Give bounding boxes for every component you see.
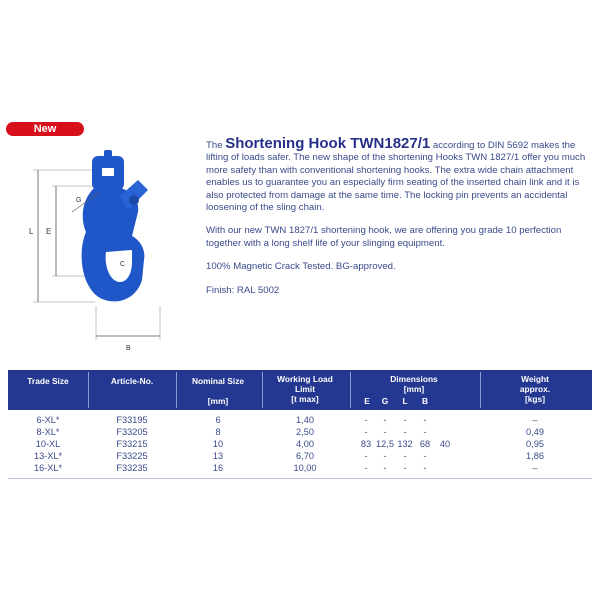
cell-working-load: 4,00 xyxy=(296,439,314,449)
description-intro: according to DIN 5692 makes the lifting of loads safer. The new shape of the shortening Hooks TWN 1827/1 offer you much more safety than with conventional shortening hooks. The extra wide chain attachment enables us to guarantee you an especially firm seating of the inserted chain link and it is also protected from damage at the same time. The locking pin prevents an accidental loosening of the sling chain. xyxy=(206,140,586,214)
cell-weight: 0,49 xyxy=(526,427,544,437)
cell-dim-b: - xyxy=(423,463,427,473)
dim-label-e: E xyxy=(46,227,52,236)
cell-dim-g: 12,5 xyxy=(376,439,394,449)
table-row xyxy=(8,426,592,438)
cell-trade-size: 13-XL* xyxy=(33,451,63,461)
cell-nominal-size: 8 xyxy=(215,427,221,437)
header-working-load-unit: [t max] xyxy=(291,394,319,404)
dim-label-c: C xyxy=(120,261,126,268)
cell-article-no: F33225 xyxy=(116,451,148,461)
cell-dim-b: - xyxy=(423,427,427,437)
header-working-load-limit: Limit xyxy=(294,384,315,394)
cell-dim-b: 68 xyxy=(419,439,431,449)
description-paragraph-4: Finish: RAL 5002 xyxy=(206,284,280,296)
cell-article-no: F33215 xyxy=(116,439,148,449)
cell-dim-e: - xyxy=(364,463,368,473)
description-paragraph-2: With our new TWN 1827/1 shortening hook, we are offering you grade 10 perfection together with a long shelf life of your slinging equipment. xyxy=(206,225,562,249)
cell-article-no: F33195 xyxy=(116,415,148,425)
spec-table-header xyxy=(8,370,592,410)
spec-table xyxy=(8,370,592,474)
cell-article-no: F33205 xyxy=(116,427,148,437)
cell-article-no: F33235 xyxy=(116,463,148,473)
cell-dim-extra: 40 xyxy=(439,439,451,449)
cell-trade-size: 8-XL* xyxy=(36,427,60,437)
cell-weight: 0,95 xyxy=(526,439,544,449)
cell-working-load: 1,40 xyxy=(296,415,314,425)
hook-shape xyxy=(82,150,148,301)
cell-dim-e: 83 xyxy=(360,439,372,449)
cell-trade-size: 6-XL* xyxy=(36,415,60,425)
hook-diagram xyxy=(20,140,200,360)
cell-dim-g: - xyxy=(383,415,387,425)
header-trade-size: Trade Size xyxy=(27,376,69,386)
table-row xyxy=(8,450,592,462)
title-prefix: The xyxy=(206,140,226,151)
cell-dim-b: - xyxy=(423,415,427,425)
cell-dim-g: - xyxy=(383,427,387,437)
header-dim-e: E xyxy=(364,396,370,406)
cell-dim-b: - xyxy=(423,451,427,461)
header-dim-g: G xyxy=(381,396,389,406)
cell-dim-l: - xyxy=(403,415,407,425)
product-title: Shortening Hook TWN1827/1 xyxy=(225,135,431,152)
table-row xyxy=(8,414,592,426)
cell-dim-l: - xyxy=(403,451,407,461)
header-weight-unit: [kgs] xyxy=(524,394,545,404)
cell-dim-e: - xyxy=(364,451,368,461)
product-description xyxy=(206,135,594,308)
cell-trade-size: 10-XL xyxy=(35,439,61,449)
dim-label-l: L xyxy=(29,227,34,236)
cell-nominal-size: 6 xyxy=(215,415,221,425)
cell-nominal-size: 10 xyxy=(212,439,224,449)
table-row xyxy=(8,462,592,474)
cell-dim-g: - xyxy=(383,451,387,461)
cell-working-load: 6,70 xyxy=(296,451,314,461)
dim-label-b: B xyxy=(126,345,131,352)
table-row xyxy=(8,438,592,450)
cell-dim-e: - xyxy=(364,427,368,437)
cell-working-load: 2,50 xyxy=(296,427,314,437)
header-dimensions-unit: [mm] xyxy=(403,384,425,394)
cell-weight: 1,86 xyxy=(526,451,544,461)
cell-dim-e: - xyxy=(364,415,368,425)
cell-working-load: 10,00 xyxy=(293,463,317,473)
new-badge: New xyxy=(6,122,84,136)
cell-dim-l: - xyxy=(403,463,407,473)
description-paragraph-3: 100% Magnetic Crack Tested. BG-approved. xyxy=(206,261,396,273)
cell-dim-g: - xyxy=(383,463,387,473)
description-paragraph-1 xyxy=(206,135,594,214)
header-nominal-size: Nominal Size xyxy=(191,376,245,386)
cell-dim-l: 132 xyxy=(397,439,413,449)
header-dim-b: B xyxy=(421,396,429,406)
header-working-load: Working Load xyxy=(277,374,333,384)
table-bottom-rule xyxy=(8,478,592,479)
header-nominal-unit: [mm] xyxy=(207,396,229,406)
header-dim-l: L xyxy=(402,396,408,406)
header-weight: Weight xyxy=(521,374,549,384)
cell-weight: – xyxy=(532,463,538,473)
cell-nominal-size: 16 xyxy=(212,463,224,473)
cell-nominal-size: 13 xyxy=(212,451,224,461)
header-article-no: Article-No. xyxy=(110,376,154,386)
cell-weight: – xyxy=(532,415,538,425)
cell-trade-size: 16-XL* xyxy=(33,463,63,473)
cell-dim-l: - xyxy=(403,427,407,437)
header-weight-approx: approx. xyxy=(519,384,551,394)
header-dimensions: Dimensions xyxy=(390,374,438,384)
dim-label-g: G xyxy=(76,197,82,204)
